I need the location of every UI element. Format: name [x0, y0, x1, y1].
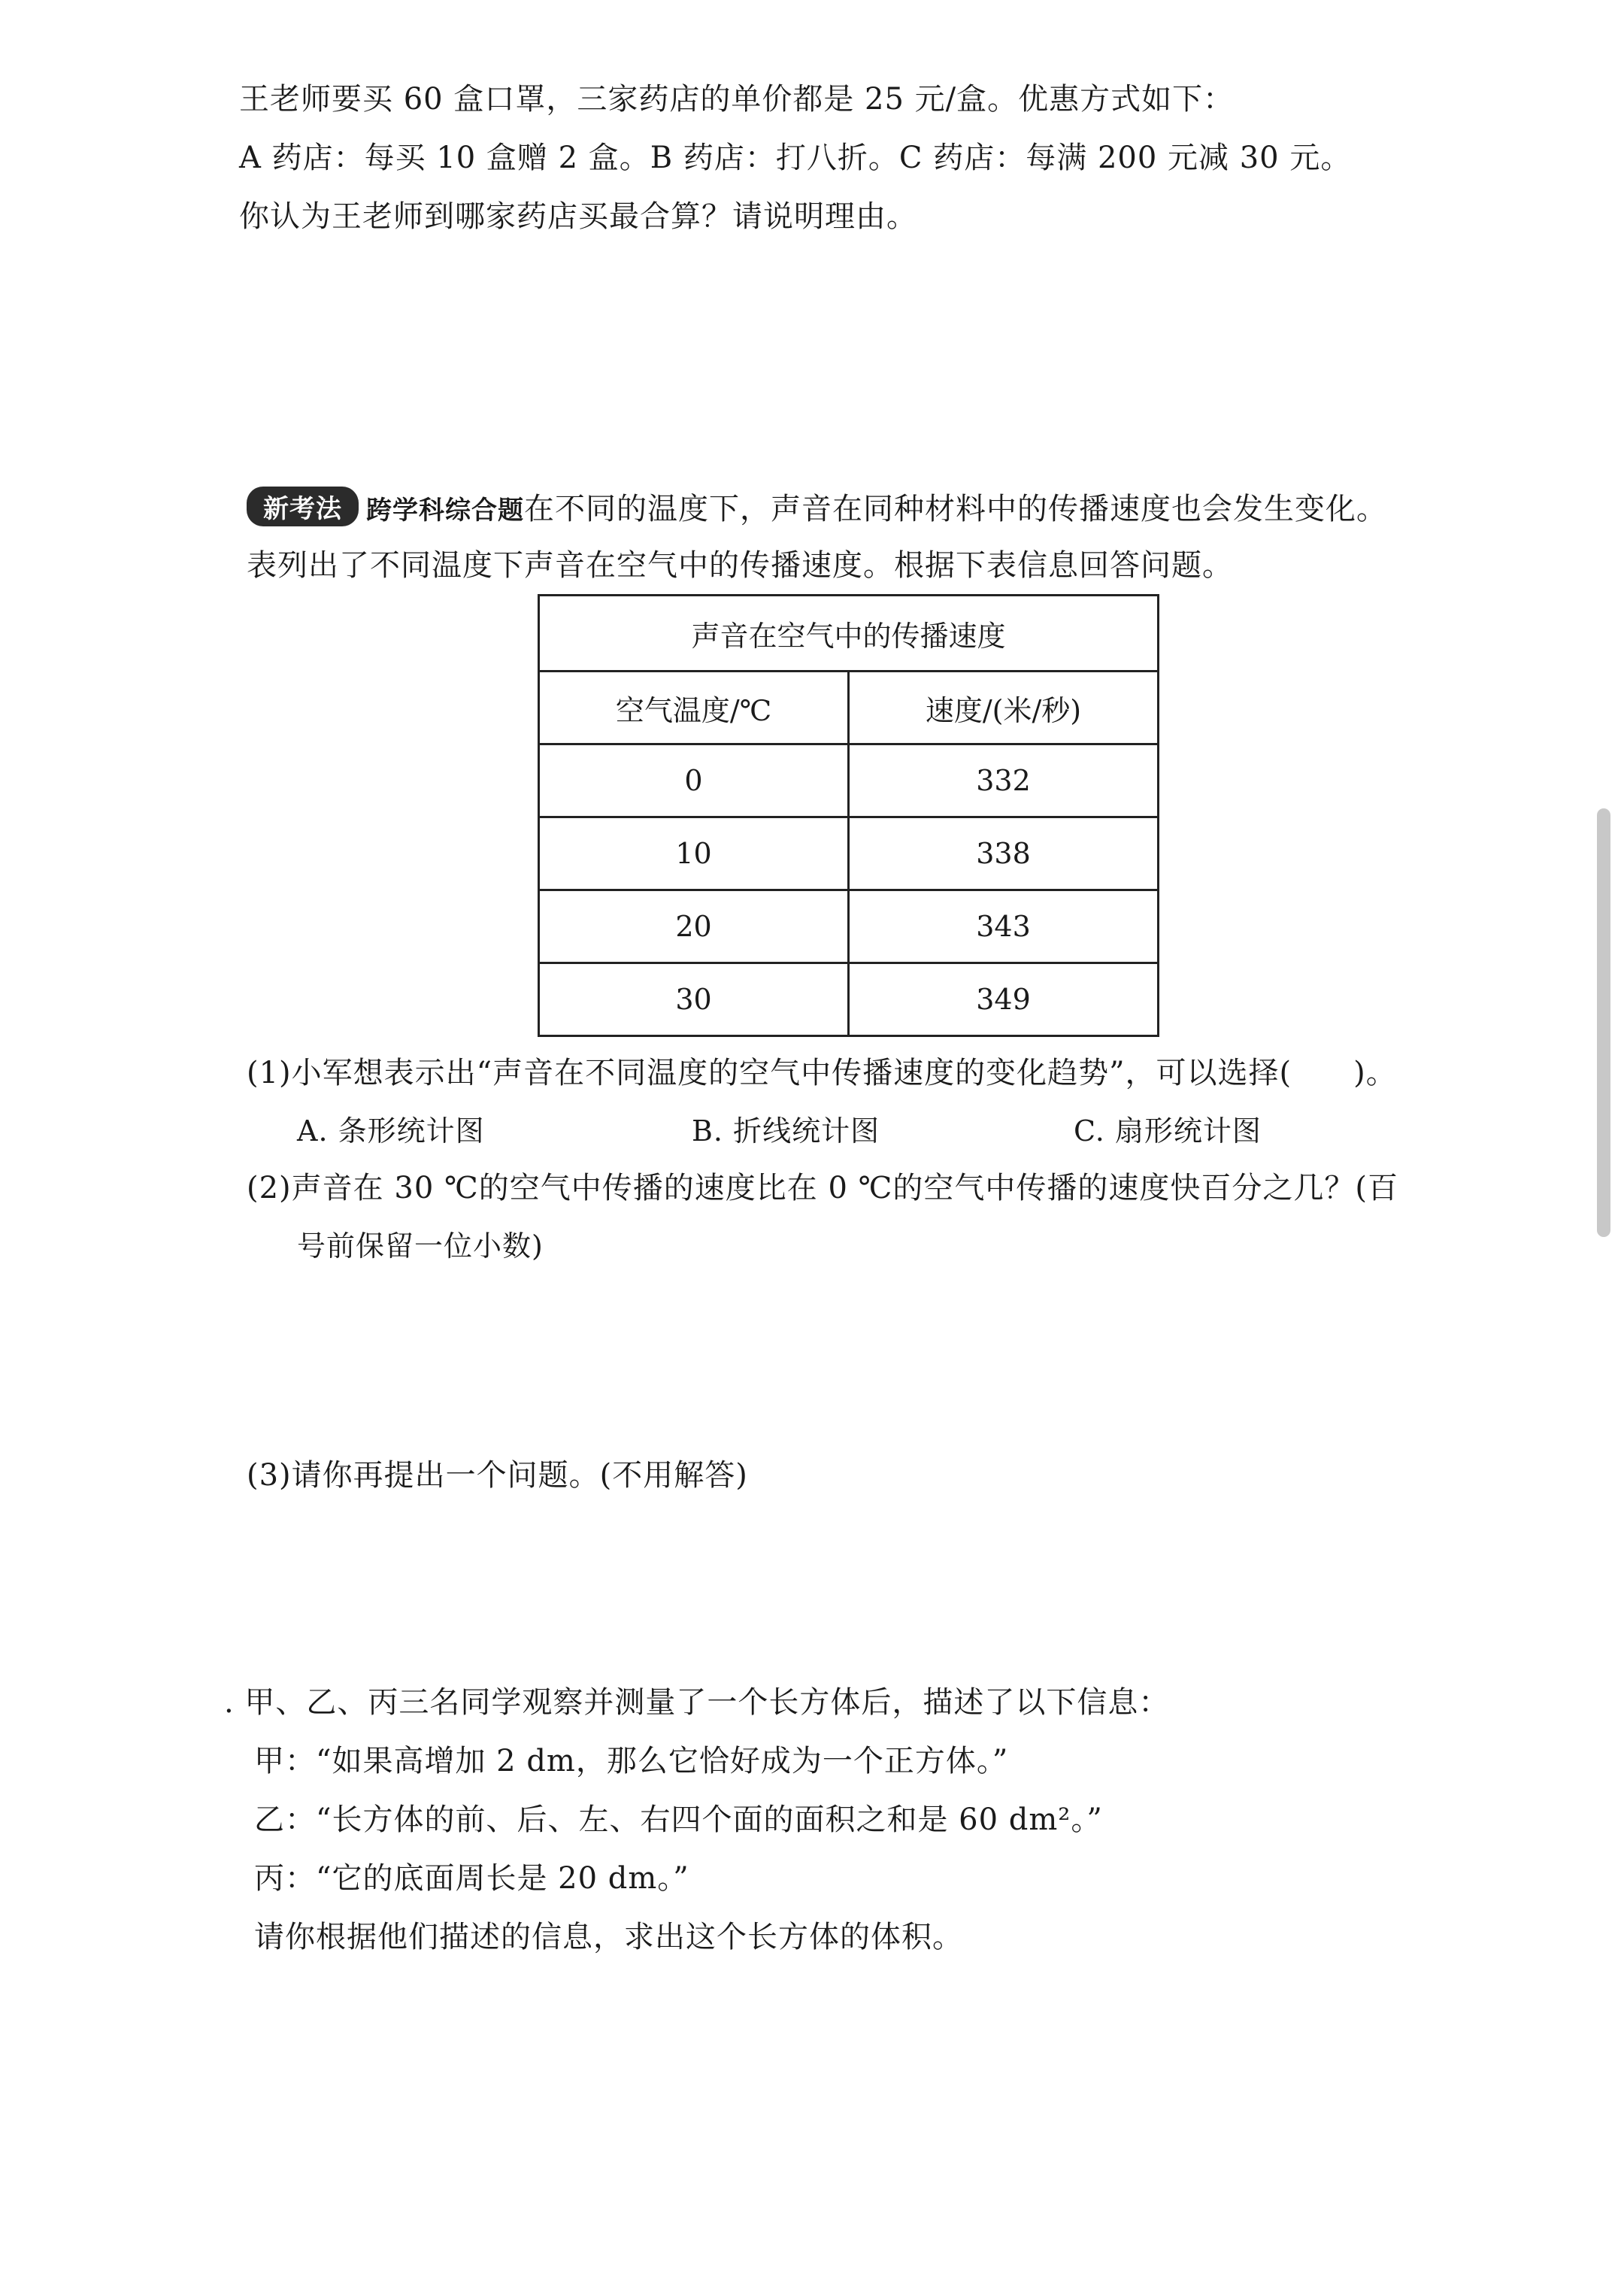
table-cell: 10 — [539, 817, 849, 890]
table-row — [539, 890, 1159, 963]
option-a: A. 条形统计图 — [297, 1114, 485, 1148]
vertical-scrollbar[interactable] — [1597, 808, 1610, 1237]
cuboid-statement-yi: 乙：“长方体的前、后、左、右四个面的面积之和是 60 dm²。” — [254, 1802, 1103, 1837]
sound-subquestion-2-line1: (2)声音在 30 ℃的空气中传播的速度比在 0 ℃的空气中传播的速度快百分之几？(百 — [247, 1171, 1398, 1205]
table-row — [539, 817, 1159, 890]
table-cell: 349 — [849, 963, 1159, 1036]
sound-subquestion-2-line2: 号前保留一位小数) — [297, 1229, 544, 1263]
table-cell: 332 — [849, 744, 1159, 817]
option-b: B. 折线统计图 — [692, 1114, 880, 1148]
table-cell: 30 — [539, 963, 849, 1036]
pharmacy-question-line2: A 药店：每买 10 盒赠 2 盒。B 药店：打八折。C 药店：每满 200 元减 30 元。 — [239, 141, 1352, 175]
table-row — [539, 744, 1159, 817]
sound-question-intro1 — [247, 485, 1387, 528]
sound-speed-table — [538, 594, 1159, 1037]
table-cell: 0 — [539, 744, 849, 817]
cuboid-question-line1: . 甲、乙、丙三名同学观察并测量了一个长方体后，描述了以下信息： — [224, 1685, 1170, 1720]
sound-subquestion-1: (1)小军想表示出“声音在不同温度的空气中传播速度的变化趋势”，可以选择( )。 — [247, 1056, 1397, 1090]
pharmacy-question-line1: 王老师要买 60 盒口罩，三家药店的单价都是 25 元/盒。优惠方式如下： — [239, 82, 1235, 117]
option-c: C. 扇形统计图 — [1074, 1114, 1262, 1148]
sound-question-intro2: 表列出了不同温度下声音在空气中的传播速度。根据下表信息回答问题。 — [247, 548, 1233, 583]
cross-subject-tag: 跨学科综合题 — [366, 496, 524, 526]
cuboid-question-ask: 请你根据他们描述的信息，求出这个长方体的体积。 — [254, 1920, 963, 1954]
table-header-temperature: 空气温度/℃ — [539, 672, 849, 744]
pharmacy-question-line3: 你认为王老师到哪家药店买最合算？请说明理由。 — [239, 199, 917, 234]
cuboid-statement-jia: 甲：“如果高增加 2 dm，那么它恰好成为一个正方体。” — [254, 1744, 1009, 1778]
cuboid-statement-bing: 丙：“它的底面周长是 20 dm。” — [254, 1861, 689, 1896]
sound-intro-text1: 在不同的温度下，声音在同种材料中的传播速度也会发生变化。 — [524, 492, 1387, 526]
table-cell: 338 — [849, 817, 1159, 890]
sound-subquestion-3: (3)请你再提出一个问题。(不用解答) — [247, 1458, 748, 1493]
table-cell: 343 — [849, 890, 1159, 963]
table-row — [539, 963, 1159, 1036]
new-method-badge: 新考法 — [247, 487, 359, 526]
table-cell: 20 — [539, 890, 849, 963]
table-caption: 声音在空气中的传播速度 — [539, 596, 1159, 672]
table-header-speed: 速度/(米/秒) — [849, 672, 1159, 744]
